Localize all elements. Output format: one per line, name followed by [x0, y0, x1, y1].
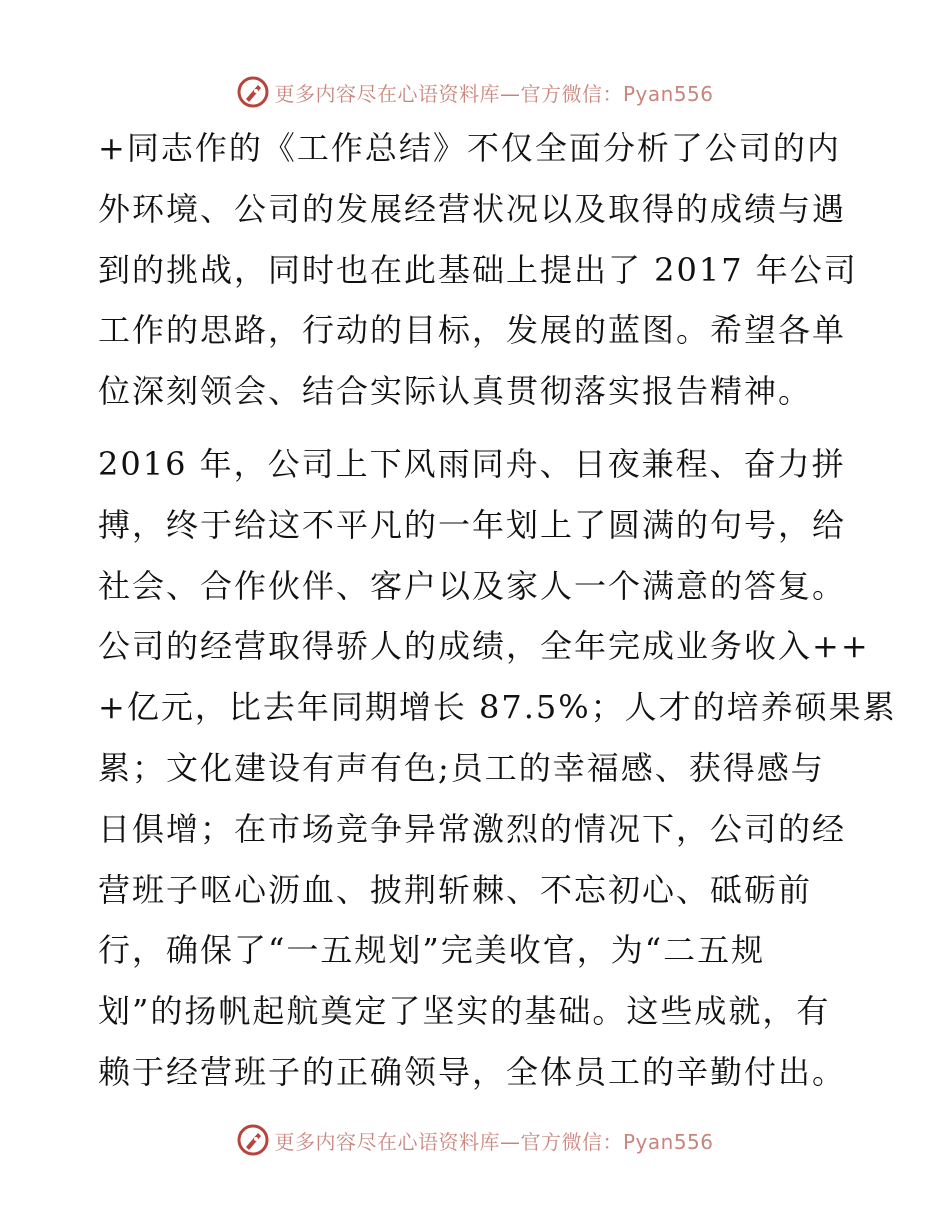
- footer-banner-text: [274, 1126, 713, 1155]
- paragraph-2: [98, 434, 897, 1103]
- footer-wechat-label: 官方微信：: [520, 1129, 623, 1154]
- footer-brand-text: 更多内容尽在心语资料库: [274, 1129, 500, 1154]
- paragraph-line: 划”的扬帆起航奠定了坚实的基础。这些成就，有: [98, 992, 831, 1031]
- paragraph-line: 公司的经营取得骄人的成绩，全年完成业务收入++: [98, 627, 870, 666]
- paragraph-line: +亿元，比去年同期增长 87.5%；人才的培养硕果累: [98, 688, 897, 727]
- footer-separator: —: [499, 1129, 521, 1154]
- paragraph-line: 营班子呕心沥血、披荆斩棘、不忘初心、砥砺前: [98, 870, 813, 909]
- header-wechat-id: Pyan556: [622, 81, 714, 106]
- paragraph-line: 赖于经营班子的正确领导，全体员工的辛勤付出。: [98, 1052, 847, 1091]
- paragraph-line: 社会、合作伙伴、客户以及家人一个满意的答复。: [98, 566, 847, 605]
- footer-wechat-id: Pyan556: [622, 1129, 714, 1154]
- header-banner: [0, 72, 950, 112]
- paragraph-line: 到的挑战，同时也在此基础上提出了 2017 年公司: [98, 250, 858, 289]
- header-wechat-label: 官方微信：: [520, 81, 623, 106]
- paragraph-line: 搏，终于给这不平凡的一年划上了圆满的句号，给: [98, 505, 847, 544]
- pen-logo-icon: [236, 1123, 270, 1157]
- pen-logo-icon: [236, 75, 270, 109]
- document-body: [98, 118, 897, 1103]
- paragraph-line: 外环境、公司的发展经营状况以及取得的成绩与遇: [98, 189, 847, 228]
- paragraph-line: 累；文化建设有声有色;员工的幸福感、获得感与: [98, 748, 825, 787]
- paragraph-line: 工作的思路，行动的目标，发展的蓝图。希望各单: [98, 311, 847, 350]
- footer-banner: [0, 1120, 950, 1160]
- paragraph-line: 行，确保了“一五规划”完美收官，为“二五规: [98, 931, 766, 970]
- paragraph-line: 日俱增；在市场竞争异常激烈的情况下，公司的经: [98, 809, 847, 848]
- paragraph-line: 2016 年，公司上下风雨同舟、日夜兼程、奋力拼: [98, 444, 846, 483]
- header-separator: —: [499, 81, 521, 106]
- header-brand-text: 更多内容尽在心语资料库: [274, 81, 500, 106]
- paragraph-line: 位深刻领会、结合实际认真贯彻落实报告精神。: [98, 372, 813, 411]
- header-banner-text: [274, 78, 713, 107]
- paragraph-line: +同志作的《工作总结》不仅全面分析了公司的内: [98, 129, 841, 167]
- paragraph-1: [98, 118, 868, 422]
